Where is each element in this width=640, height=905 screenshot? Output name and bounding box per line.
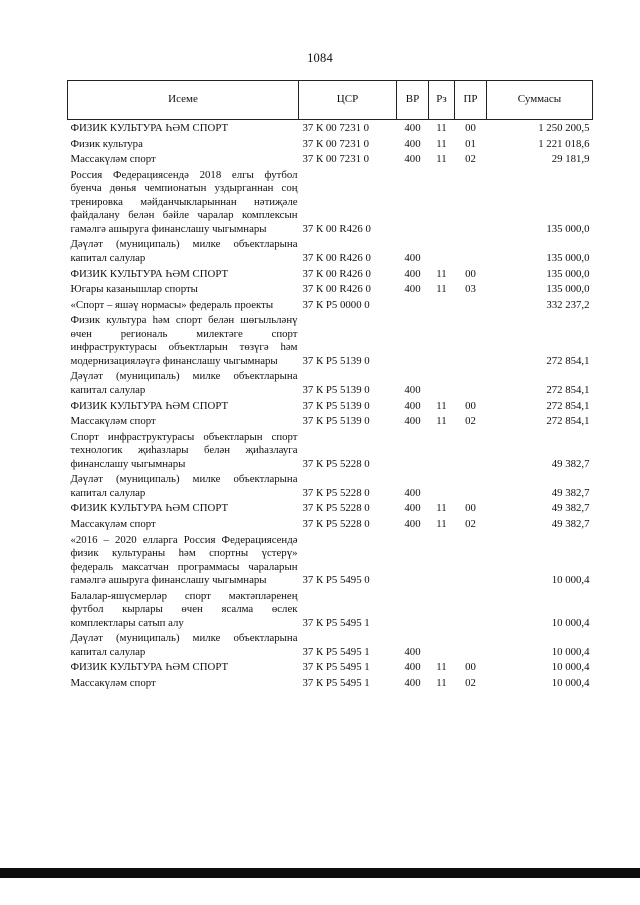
row-sum: 1 250 200,5	[538, 122, 590, 135]
row-pr: 00	[465, 122, 476, 135]
scan-bottom-bar	[0, 868, 640, 878]
row-sum: 10 000,4	[551, 574, 590, 587]
row-rz	[429, 588, 455, 631]
header-pr: ПР	[455, 81, 487, 120]
row-sum: 10 000,4	[551, 645, 590, 658]
row-sum: 10 000,4	[551, 661, 590, 674]
row-name: Массакүләм спорт	[70, 153, 156, 166]
row-vr	[397, 588, 429, 631]
row-csr: 37 К Р5 5139 0	[302, 383, 370, 396]
row-pr: 01	[465, 137, 476, 150]
table-row	[68, 630, 593, 659]
row-csr: 37 К 00 R426 0	[302, 222, 371, 235]
row-pr	[455, 368, 487, 397]
row-rz: 11	[436, 153, 447, 166]
row-vr: 400	[404, 502, 421, 515]
row-sum: 135 000,0	[546, 283, 590, 296]
header-vr: ВР	[397, 81, 429, 120]
row-rz	[429, 368, 455, 397]
row-name: Балалар-яшүсмерләр спорт мәктәпләренең футбол кырлары өчен ясалма өслек комплектлары сатып алу	[70, 589, 298, 629]
row-rz	[429, 630, 455, 659]
row-pr: 02	[465, 415, 476, 428]
row-vr	[397, 429, 429, 472]
row-sum: 272 854,1	[546, 354, 590, 367]
table-row	[68, 265, 593, 281]
row-vr: 400	[404, 383, 421, 396]
row-pr	[455, 630, 487, 659]
row-csr: 37 К 00 7231 0	[302, 122, 370, 135]
row-name: Массакүләм спорт	[70, 415, 156, 428]
header-csr: ЦСР	[299, 81, 397, 120]
row-csr: 37 К Р5 0000 0	[302, 298, 370, 311]
row-pr	[455, 471, 487, 500]
row-pr	[455, 429, 487, 472]
row-sum: 49 382,7	[551, 518, 590, 530]
table-row	[68, 516, 593, 532]
header-rz: Рз	[429, 81, 455, 120]
row-sum: 29 181,9	[551, 153, 590, 166]
row-sum: 272 854,1	[546, 399, 590, 412]
row-vr	[397, 312, 429, 368]
row-name: Дәүләт (муниципаль) милке объектларына капитал салулар	[70, 238, 298, 264]
row-name: Спорт инфраструктурасы объектларын спорт технологик җиһазлары белән җиһазлауга финанслашу чыгымнары	[70, 430, 298, 470]
table-row	[68, 167, 593, 237]
row-name: Россия Федерациясендә 2018 елгы футбол буенча дөнья чемпионатын уздырганнан соң тренировка мәйданчыкларыннан нәтиҗәле файдалану белән бәйле чаралар комплексын гамәлгә ашыруга финанслашу чыгымнары	[70, 168, 298, 235]
row-rz	[429, 471, 455, 500]
row-vr	[397, 297, 429, 313]
row-name: Дәүләт (муниципаль) милке объектларына капитал салулар	[70, 473, 298, 499]
row-rz: 11	[436, 283, 447, 296]
row-pr	[455, 588, 487, 631]
row-csr: 37 К Р5 5228 0	[302, 502, 370, 515]
row-name: ФИЗИК КУЛЬТУРА ҺӘМ СПОРТ	[70, 122, 229, 135]
table-row	[68, 368, 593, 397]
row-vr	[397, 167, 429, 237]
table-row	[68, 281, 593, 297]
table-row	[68, 588, 593, 631]
row-name: Массакүләм спорт	[70, 518, 156, 530]
row-sum: 135 000,0	[546, 267, 590, 280]
row-pr	[455, 312, 487, 368]
row-name: ФИЗИК КУЛЬТУРА ҺӘМ СПОРТ	[70, 661, 229, 674]
table-header-row	[68, 81, 593, 120]
table-row	[68, 532, 593, 588]
row-rz: 11	[436, 415, 447, 428]
row-sum: 332 237,2	[546, 298, 590, 311]
row-sum: 135 000,0	[546, 222, 590, 235]
header-sum: Суммасы	[487, 81, 593, 120]
row-vr: 400	[404, 267, 421, 280]
row-vr: 400	[404, 399, 421, 412]
row-rz	[429, 167, 455, 237]
row-vr: 400	[404, 518, 421, 530]
row-name: Дәүләт (муниципаль) милке объектларына капитал салулар	[70, 370, 298, 396]
row-vr	[397, 532, 429, 588]
row-name: «Спорт – яшәү нормасы» федераль проекты	[70, 298, 274, 311]
table-row	[68, 136, 593, 152]
header-name: Исеме	[68, 81, 299, 120]
row-vr: 400	[404, 486, 421, 499]
row-vr: 400	[404, 137, 421, 150]
row-name: «2016 – 2020 елларга Россия Федерациясендә физик культураны һәм спортны үстерү» федераль максатчан программасы чараларын гамәлгә ашыруга финанслашу чыгымнары	[70, 533, 298, 587]
row-rz	[429, 236, 455, 265]
row-vr: 400	[404, 283, 421, 296]
row-pr	[455, 236, 487, 265]
row-vr: 400	[404, 153, 421, 166]
row-pr: 03	[465, 283, 476, 296]
row-name: Дәүләт (муниципаль) милке объектларына капитал салулар	[70, 632, 298, 658]
row-vr: 400	[404, 661, 421, 674]
row-csr: 37 К 00 R426 0	[302, 267, 371, 280]
row-name: ФИЗИК КУЛЬТУРА ҺӘМ СПОРТ	[70, 399, 229, 412]
table-row	[68, 471, 593, 500]
row-csr: 37 К 00 R426 0	[302, 283, 371, 296]
row-name: Физик культура һәм спорт белән шөгыльләнү өчен региональ милектәге спорт инфраструктурасы объектларын төзүгә һәм модернизацияләүгә финанслашу чыгымнары	[70, 314, 298, 367]
row-rz	[429, 429, 455, 472]
table-row	[68, 429, 593, 472]
row-rz: 11	[436, 267, 447, 280]
row-rz	[429, 297, 455, 313]
row-sum: 1 221 018,6	[538, 137, 590, 150]
row-sum: 49 382,7	[551, 457, 590, 470]
budget-table	[67, 80, 593, 690]
row-pr: 00	[465, 267, 476, 280]
row-vr: 400	[404, 645, 421, 658]
row-pr	[455, 532, 487, 588]
row-pr: 02	[465, 153, 476, 166]
row-vr: 400	[404, 415, 421, 428]
row-name: Физик культура	[70, 137, 143, 150]
row-pr: 00	[465, 502, 476, 515]
row-pr	[455, 167, 487, 237]
table-row	[68, 397, 593, 413]
row-csr: 37 К Р5 5139 0	[302, 415, 370, 428]
row-csr: 37 К Р5 5139 0	[302, 399, 370, 412]
row-vr: 400	[404, 122, 421, 135]
row-csr: 37 К Р5 5495 1	[302, 616, 370, 629]
row-pr: 02	[465, 518, 476, 530]
row-rz: 11	[436, 661, 447, 674]
row-csr: 37 К Р5 5228 0	[302, 518, 370, 530]
row-name: Массакүләм спорт	[70, 676, 156, 689]
row-vr: 400	[404, 676, 421, 689]
row-csr: 37 К 00 R426 0	[302, 251, 371, 264]
row-csr: 37 К Р5 5495 1	[302, 661, 370, 674]
row-csr: 37 К Р5 5495 1	[302, 676, 370, 689]
row-sum: 272 854,1	[546, 383, 590, 396]
row-sum: 135 000,0	[546, 251, 590, 264]
row-csr: 37 К Р5 5495 0	[302, 574, 370, 587]
row-csr: 37 К 00 7231 0	[302, 153, 370, 166]
row-name: Югары казанышлар спорты	[70, 283, 198, 296]
table-row	[68, 675, 593, 691]
row-sum: 49 382,7	[551, 502, 590, 515]
row-csr: 37 К Р5 5228 0	[302, 457, 370, 470]
row-sum: 272 854,1	[546, 415, 590, 428]
table-row	[68, 312, 593, 368]
table-row	[68, 297, 593, 313]
row-pr	[455, 297, 487, 313]
row-rz: 11	[436, 137, 447, 150]
row-csr: 37 К Р5 5228 0	[302, 486, 370, 499]
table-row	[68, 500, 593, 516]
row-pr: 02	[465, 676, 476, 689]
row-pr: 00	[465, 661, 476, 674]
row-sum: 10 000,4	[551, 616, 590, 629]
row-rz	[429, 312, 455, 368]
table-row	[68, 236, 593, 265]
table-row	[68, 151, 593, 167]
table-row	[68, 659, 593, 675]
page-number: 1084	[307, 51, 333, 65]
row-csr: 37 К 00 7231 0	[302, 137, 370, 150]
row-rz: 11	[436, 502, 447, 515]
row-sum: 49 382,7	[551, 486, 590, 499]
row-rz: 11	[436, 399, 447, 412]
row-name: ФИЗИК КУЛЬТУРА ҺӘМ СПОРТ	[70, 502, 229, 515]
table-row	[68, 413, 593, 429]
row-rz: 11	[436, 518, 447, 530]
row-rz: 11	[436, 676, 447, 689]
row-rz	[429, 532, 455, 588]
table-row	[68, 120, 593, 136]
row-rz: 11	[436, 122, 447, 135]
row-csr: 37 К Р5 5139 0	[302, 354, 370, 367]
row-csr: 37 К Р5 5495 1	[302, 645, 370, 658]
row-sum: 10 000,4	[551, 676, 590, 689]
row-vr: 400	[404, 251, 421, 264]
row-name: ФИЗИК КУЛЬТУРА ҺӘМ СПОРТ	[70, 267, 229, 280]
row-pr: 00	[465, 399, 476, 412]
